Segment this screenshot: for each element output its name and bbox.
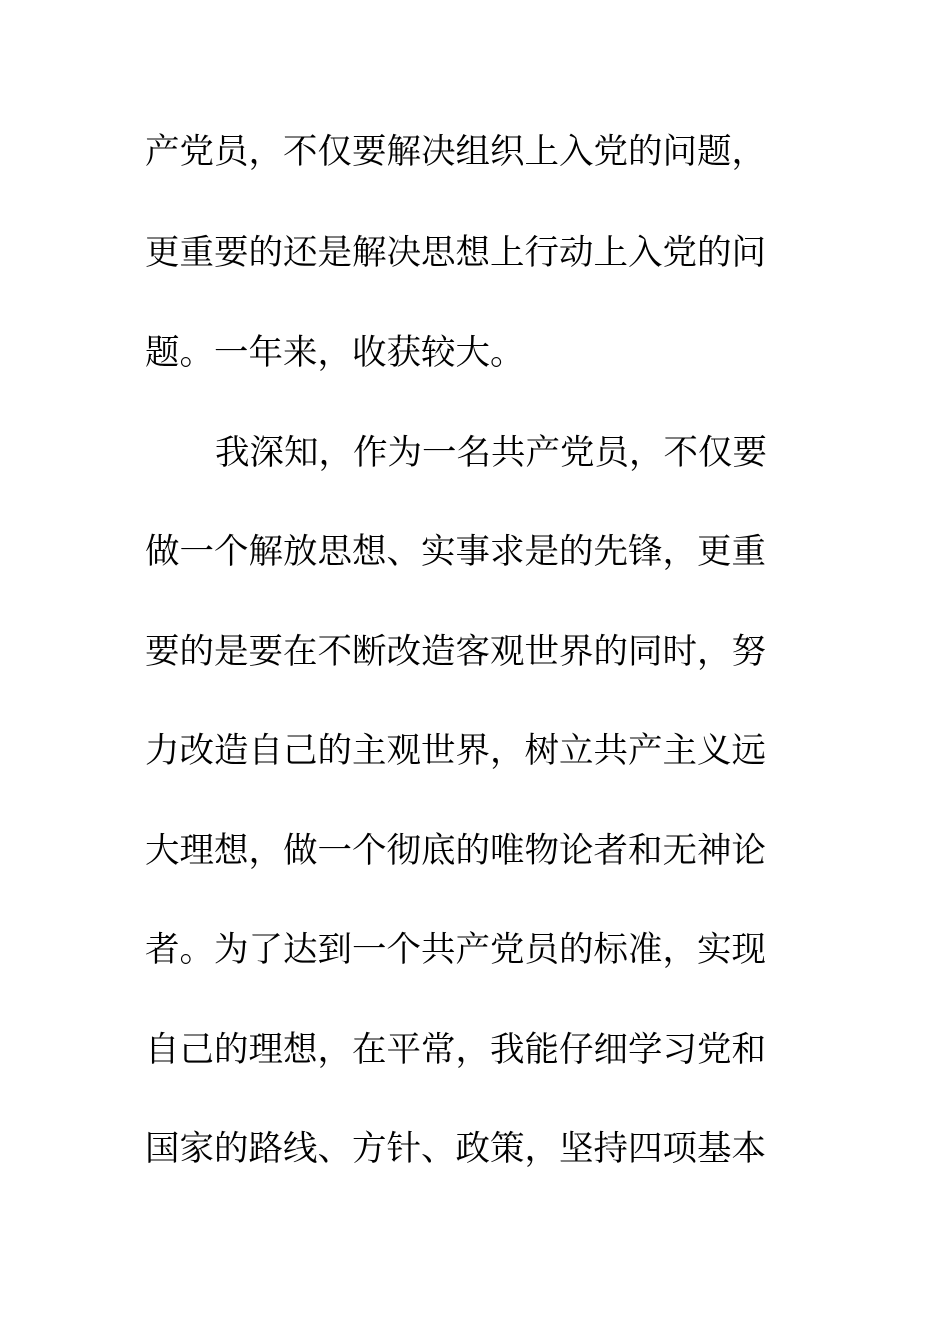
text-line: 力改造自己的主观世界，树立共产主义远 <box>145 731 766 771</box>
text-line: 产党员，不仅要解决组织上入党的问题， <box>145 132 766 172</box>
text-line: 要的是要在不断改造客观世界的同时，努 <box>145 632 766 672</box>
text-line: 自己的理想，在平常，我能仔细学习党和 <box>145 1030 766 1070</box>
text-line: 者。为了达到一个共产党员的标准，实现 <box>145 930 766 970</box>
paragraph-first-line: 我深知，作为一名共产党员，不仅要 <box>215 433 767 473</box>
text-line: 大理想，做一个彻底的唯物论者和无神论 <box>145 831 766 871</box>
text-line: 更重要的还是解决思想上行动上入党的问 <box>145 233 766 273</box>
text-line: 做一个解放思想、实事求是的先锋，更重 <box>145 532 766 572</box>
text-line: 国家的路线、方针、政策，坚持四项基本 <box>145 1129 766 1169</box>
text-line: 题。一年来，收获较大。 <box>145 333 525 373</box>
